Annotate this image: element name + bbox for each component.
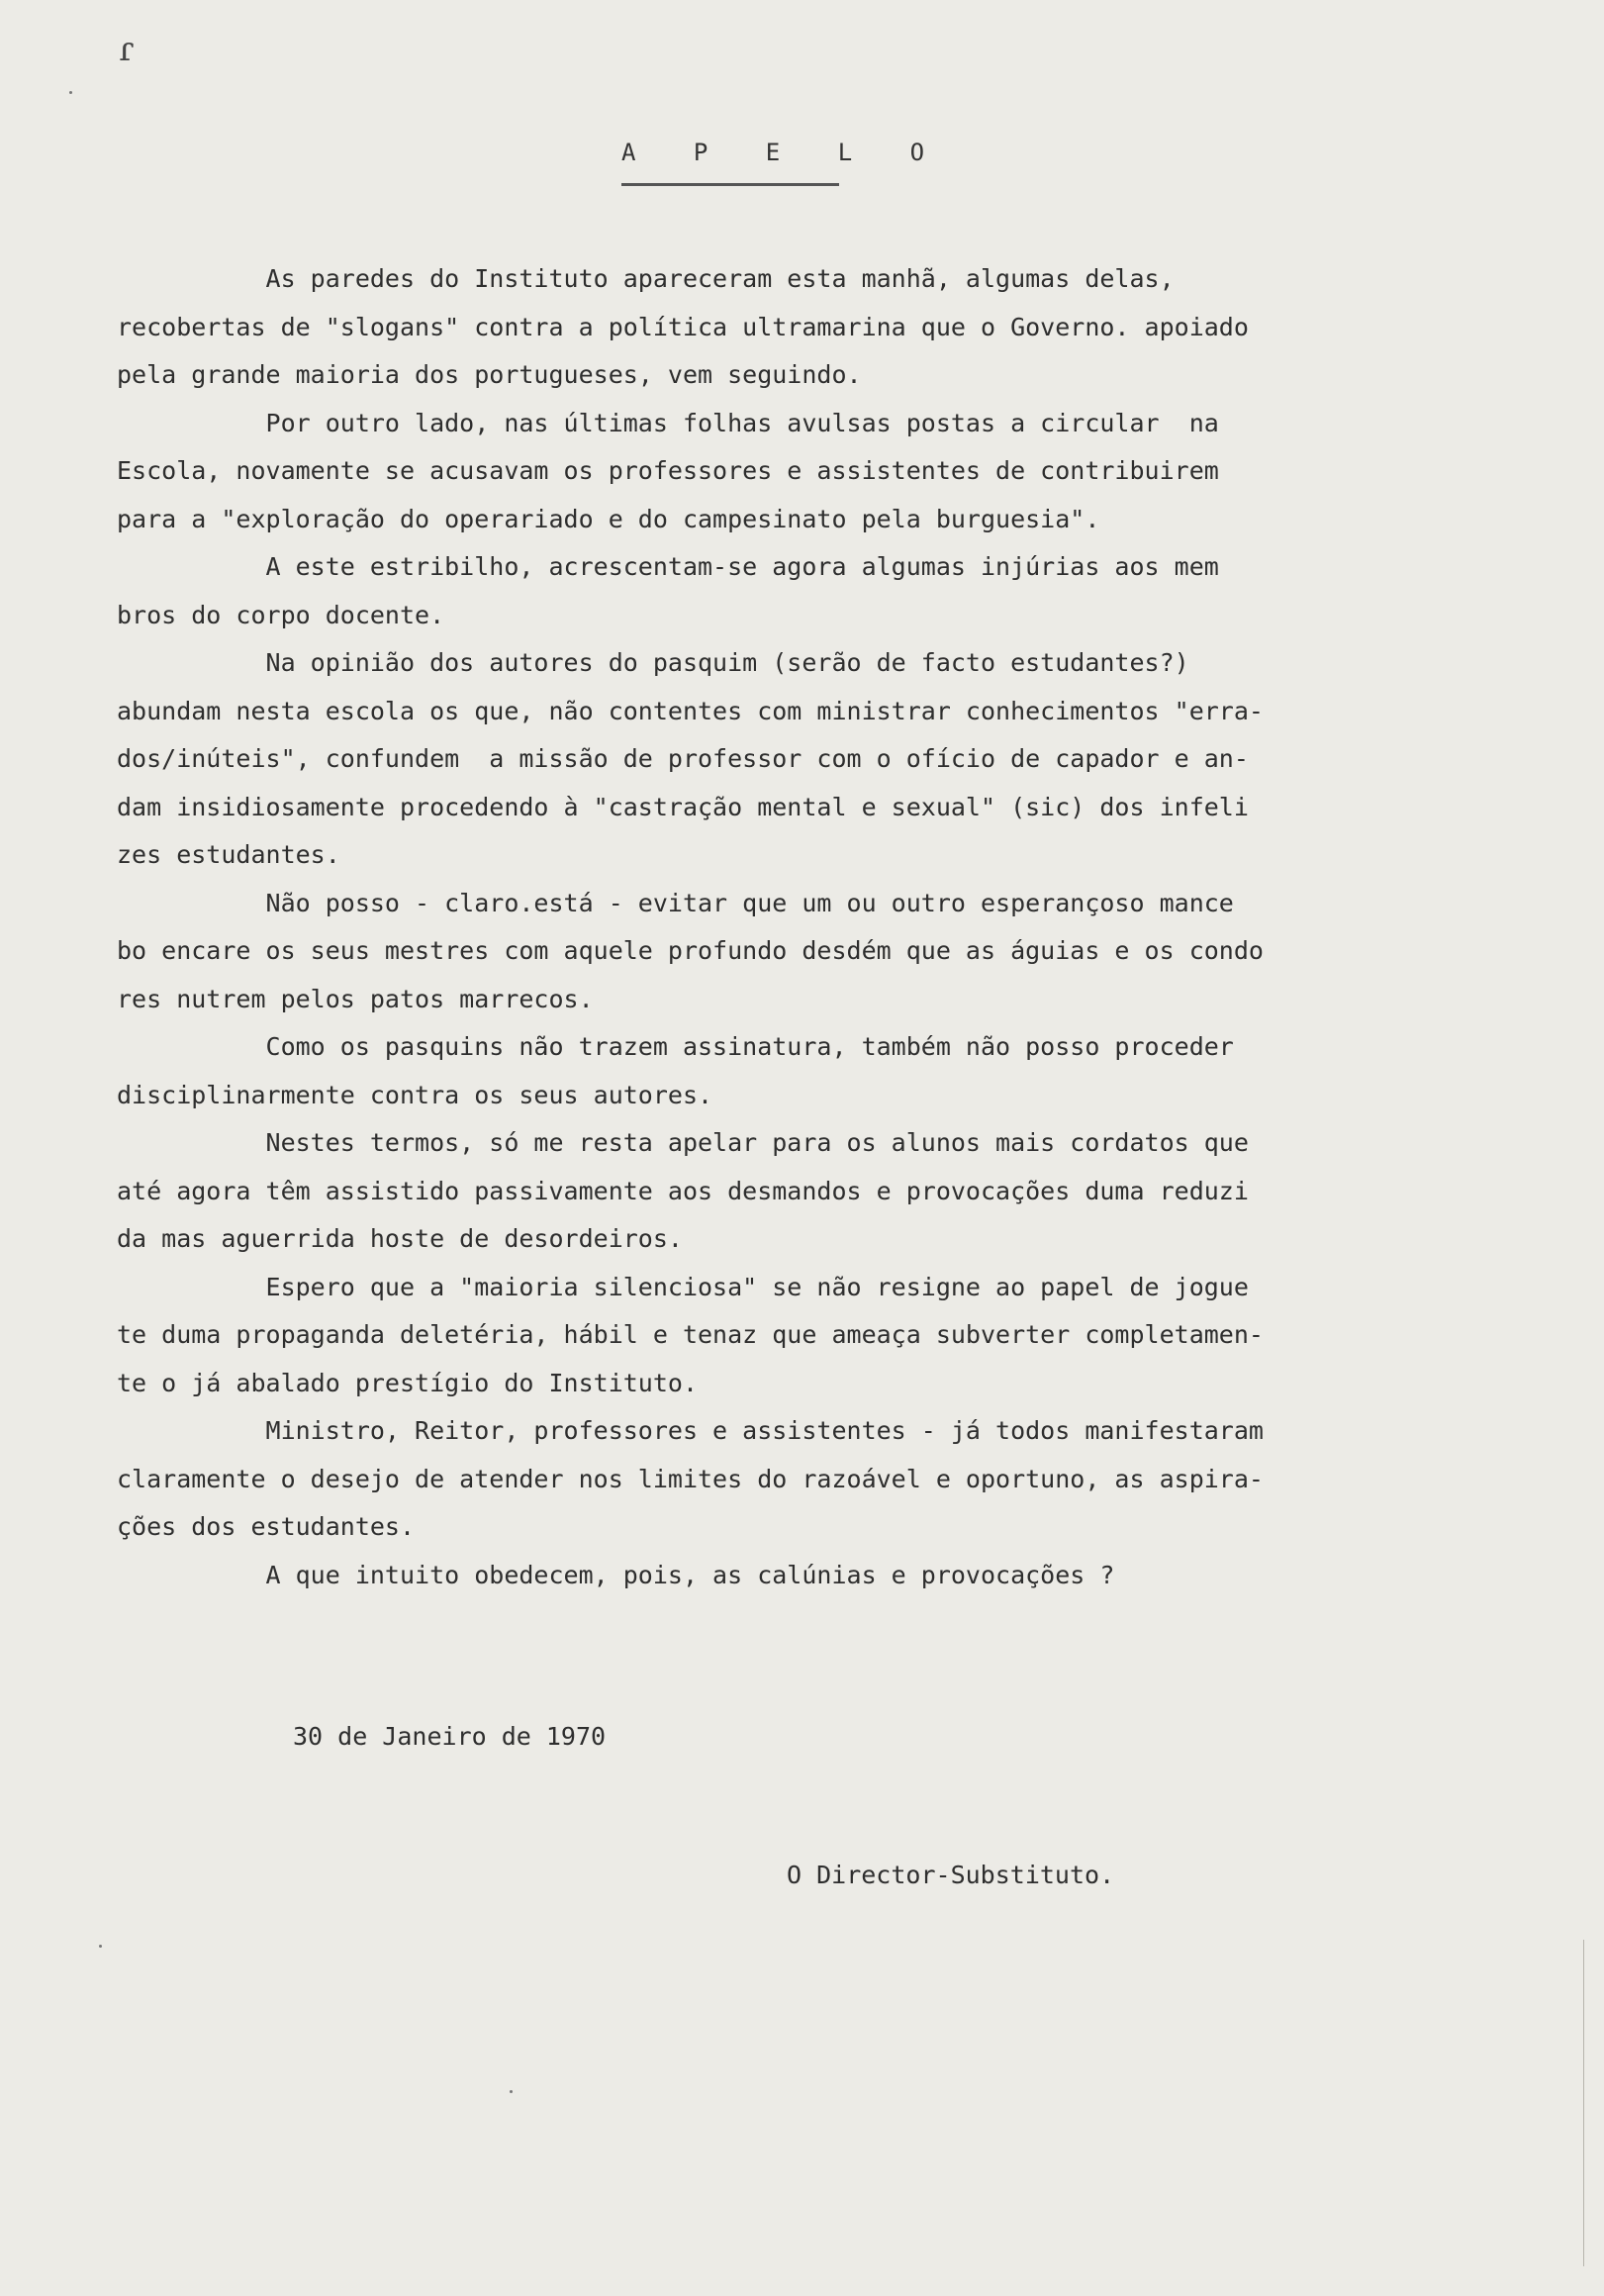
text-line: Não posso - claro.está - evitar que um ou outro esperançoso mance: [117, 888, 1234, 917]
text-line: até agora têm assistido passivamente aos desmandos e provocações duma reduzi: [117, 1176, 1249, 1205]
paper-edge-crease: [1583, 1940, 1584, 2266]
text-line: disciplinarmente contra os seus autores.: [117, 1080, 713, 1109]
text-line: bros do corpo docente.: [117, 600, 445, 629]
text-line: dam insidiosamente procedendo à "castração mental e sexual" (sic) dos infeli: [117, 792, 1249, 821]
text-line: Por outro lado, nas últimas folhas avulsas postas a circular na: [117, 408, 1219, 437]
text-line: ções dos estudantes.: [117, 1512, 416, 1541]
text-line: claramente o desejo de atender nos limites do razoável e oportuno, as aspira-: [117, 1464, 1264, 1493]
text-line: res nutrem pelos patos marrecos.: [117, 984, 594, 1013]
text-line: Escola, novamente se acusavam os professores e assistentes de contribuirem: [117, 456, 1219, 485]
text-line: dos/inúteis", confundem a missão de professor com o ofício de capador e an-: [117, 744, 1249, 773]
text-line: A que intuito obedecem, pois, as calúnias e provocações ?: [117, 1560, 1115, 1589]
text-line: zes estudantes.: [117, 840, 340, 869]
handwritten-mark: ɾ: [119, 30, 135, 69]
text-line: te duma propaganda deletéria, hábil e tenaz que ameaça subverter completamen-: [117, 1320, 1264, 1349]
text-line: Espero que a "maioria silenciosa" se não resigne ao papel de jogue: [117, 1272, 1249, 1301]
body-text: [117, 255, 1403, 1599]
paper-speck: [99, 1945, 102, 1948]
text-line: te o já abalado prestígio do Instituto.: [117, 1368, 698, 1397]
text-line: bo encare os seus mestres com aquele profundo desdém que as águias e os condo: [117, 936, 1264, 965]
document-date: 30 de Janeiro de 1970: [293, 1722, 607, 1751]
signature-line: O Director-Substituto.: [787, 1861, 1115, 1889]
text-line: Na opinião dos autores do pasquim (serão de facto estudantes?): [117, 648, 1189, 677]
text-line: As paredes do Instituto apareceram esta manhã, algumas delas,: [117, 264, 1175, 293]
paper-speck: [69, 91, 72, 94]
text-line: Nestes termos, só me resta apelar para os alunos mais cordatos que: [117, 1128, 1249, 1157]
text-line: recobertas de "slogans" contra a política ultramarina que o Governo. apoiado: [117, 312, 1249, 341]
text-line: pela grande maioria dos portugueses, vem seguindo.: [117, 360, 862, 389]
text-line: para a "exploração do operariado e do campesinato pela burguesia".: [117, 504, 1100, 533]
text-line: da mas aguerrida hoste de desordeiros.: [117, 1224, 683, 1253]
text-line: A este estribilho, acrescentam-se agora algumas injúrias aos mem: [117, 552, 1219, 581]
paper-speck: [510, 2090, 513, 2093]
text-line: abundam nesta escola os que, não contentes com ministrar conhecimentos "erra-: [117, 696, 1264, 725]
title-underline: [621, 183, 839, 186]
text-line: Como os pasquins não trazem assinatura, também não posso proceder: [117, 1032, 1234, 1061]
document-title: A P E L O: [621, 139, 947, 166]
text-line: Ministro, Reitor, professores e assistentes - já todos manifestaram: [117, 1416, 1264, 1445]
